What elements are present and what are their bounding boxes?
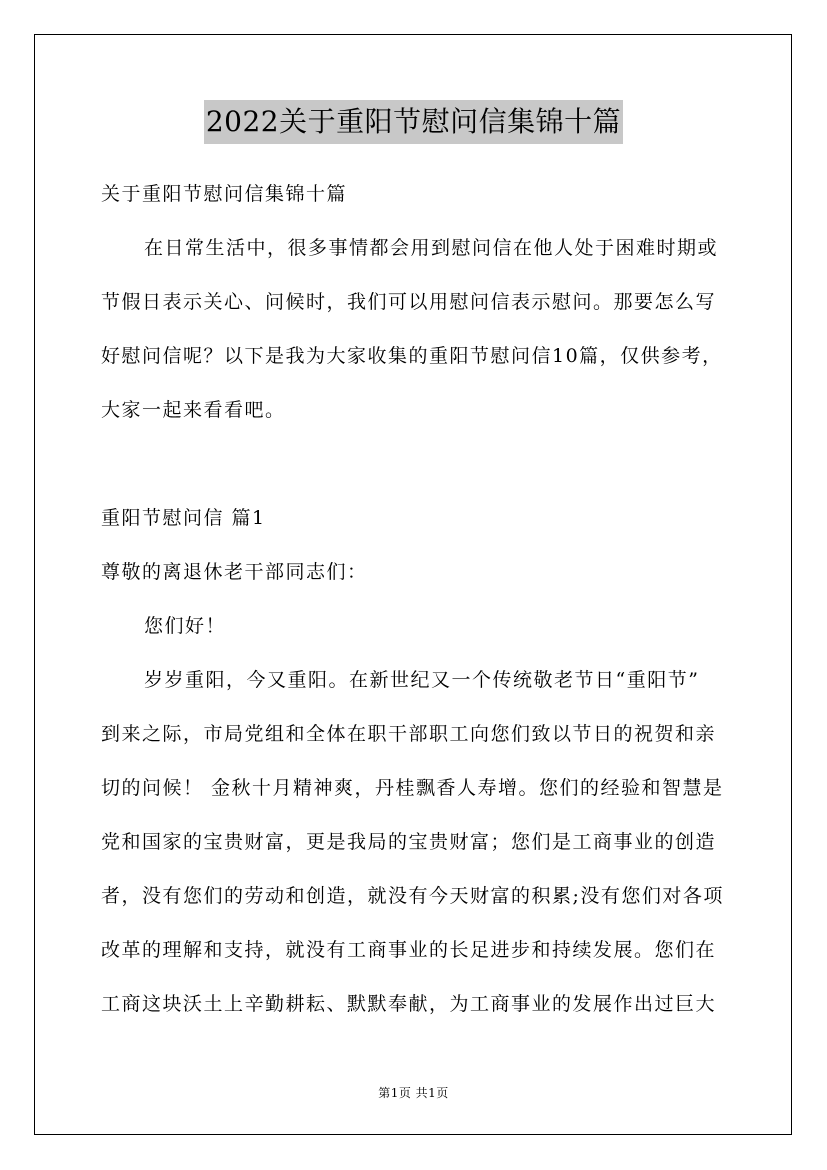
intro-line: 大家一起来看看吧。 (101, 399, 286, 421)
intro-line: 在日常生活中，很多事情都会用到慰问信在他人处于困难时期或 (144, 237, 719, 259)
title-container (0, 100, 827, 144)
document-title: 2022关于重阳节慰问信集锦十篇 (204, 100, 623, 144)
section-heading: 重阳节慰问信 篇1 (101, 507, 266, 529)
body-line: 党和国家的宝贵财富，更是我局的宝贵财富；您们是工商事业的创造 (101, 831, 717, 853)
intro-line: 节假日表示关心、问候时，我们可以用慰问信表示慰问。那要怎么写 (101, 291, 717, 313)
body-line: 者，没有您们的劳动和创造，就没有今天财富的积累;没有您们对各项 (101, 885, 724, 907)
body-line: 到来之际，市局党组和全体在职干部职工向您们致以节日的祝贺和亲 (101, 723, 717, 745)
salutation: 尊敬的离退休老干部同志们： (101, 561, 368, 583)
page-footer: 第1页 共1页 (378, 1086, 449, 1100)
body-line: 工商这块沃土上辛勤耕耘、默默奉献，为工商事业的发展作出过巨大 (101, 993, 717, 1015)
document-subtitle: 关于重阳节慰问信集锦十篇 (101, 183, 348, 205)
body-line: 岁岁重阳，今又重阳。在新世纪又一个传统敬老节日“重阳节” (144, 669, 700, 691)
greeting: 您们好！ (144, 615, 227, 637)
body-line: 改革的理解和支持，就没有工商事业的长足进步和持续发展。您们在 (101, 939, 717, 961)
body-line: 切的问候！ 金秋十月精神爽，丹桂飘香人寿增。您们的经验和智慧是 (101, 777, 724, 799)
intro-line: 好慰问信呢？以下是我为大家收集的重阳节慰问信10篇，仅供参考， (101, 345, 723, 367)
